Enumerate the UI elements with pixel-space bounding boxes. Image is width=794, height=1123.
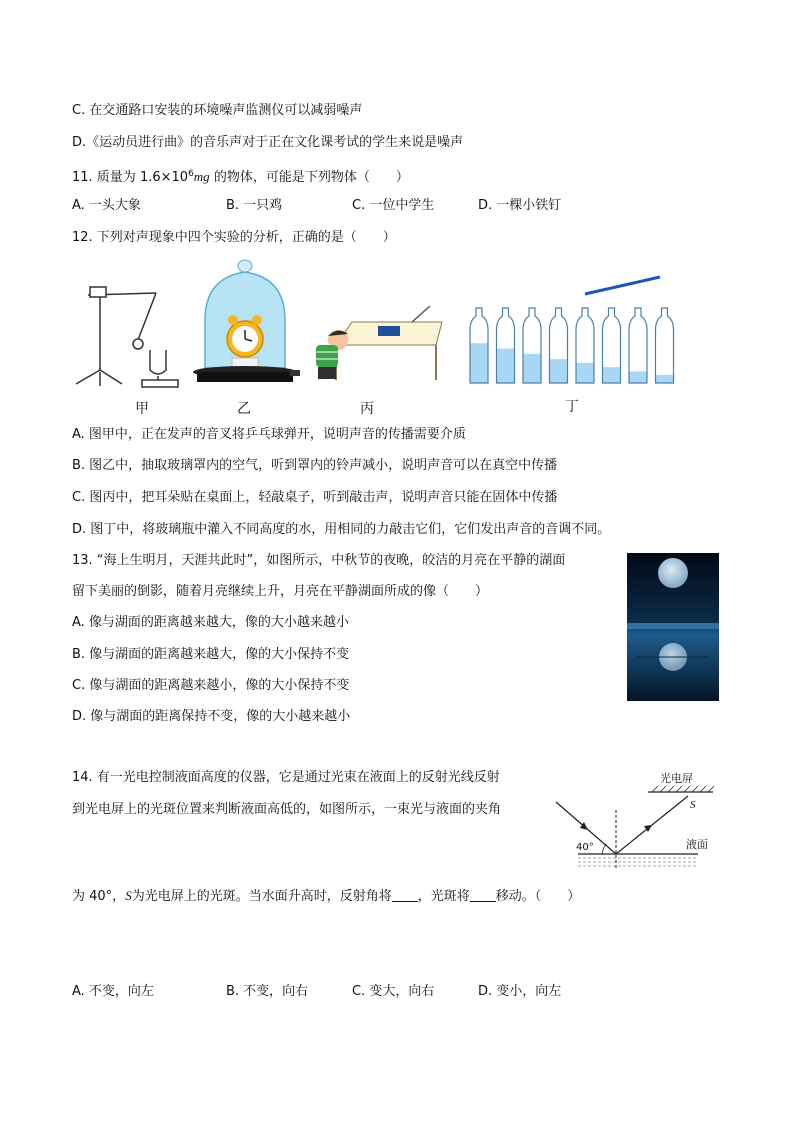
table-listening-apparatus <box>316 306 442 380</box>
reflection-diagram <box>548 770 718 870</box>
q11-option-a: A. 一头大象 <box>72 198 141 213</box>
q12-option-c: C. 图丙中，把耳朵贴在桌面上，轻敲桌子，听到敲击声，说明声音只能在固体中传播 <box>72 490 558 505</box>
striking-stick <box>585 277 660 294</box>
diagram-label-spot: S <box>690 799 696 811</box>
bottle-water <box>576 363 594 383</box>
q11-unit: mg <box>193 169 210 184</box>
q14-option-b: B. 不变，向右 <box>226 984 309 999</box>
q12-option-a: A. 图甲中，正在发声的音叉将乒乓球弹开，说明声音的传播需要介质 <box>72 427 466 442</box>
q10-option-d: D.《运动员进行曲》的音乐声对于正在文化课考试的学生来说是噪声 <box>72 135 464 150</box>
bottle-water <box>603 367 621 383</box>
q11-suffix: 的物体，可能是下列物体（ ） <box>209 170 409 185</box>
q12-stem: 12. 下列对声现象中四个实验的分析，正确的是（ ） <box>72 230 396 245</box>
q14-option-c: C. 变大，向右 <box>352 984 435 999</box>
q12-option-b: B. 图乙中，抽取玻璃罩内的空气，听到罩内的铃声减小，说明声音可以在真空中传播 <box>72 458 558 473</box>
bottle-water <box>550 359 568 383</box>
q14-option-d: D. 变小，向左 <box>478 984 562 999</box>
q14-text-1: 为光电屏上的光斑。当水面升高时，反射角将 <box>131 889 392 904</box>
q14-stem-line3 <box>72 887 580 906</box>
q14-stem-line1: 14. 有一光电控制液面高度的仪器，它是通过光束在液面上的反射光线反射 <box>72 770 500 785</box>
tuning-fork-apparatus <box>76 287 178 387</box>
bottle-water <box>470 343 488 383</box>
q11-option-d: D. 一棵小铁钉 <box>478 198 562 213</box>
q14-text-3: 移动。（ ） <box>495 889 581 904</box>
q11-option-b: B. 一只鸡 <box>226 198 283 213</box>
figure-label-bing: 丙 <box>360 401 374 417</box>
bell-jar-apparatus <box>193 260 300 382</box>
q14-stem-line2: 到光电屏上的光斑位置来判断液面高低的，如图所示，一束光与液面的夹角 <box>72 802 502 817</box>
q12-option-d: D. 图丁中，将玻璃瓶中灌入不同高度的水，用相同的力敲击它们，它们发出声音的音调不同。 <box>72 522 611 537</box>
diagram-label-liquid: 液面 <box>686 838 708 851</box>
bottle-water <box>656 375 674 383</box>
bottle-water <box>629 371 647 383</box>
q13-option-b: B. 像与湖面的距离越来越大，像的大小保持不变 <box>72 647 350 662</box>
q14-angle-text: 为 40°， <box>72 889 126 904</box>
diagram-label-screen: 光电屏 <box>660 772 693 785</box>
q11-option-c: C. 一位中学生 <box>352 198 435 213</box>
glass-bottles-apparatus <box>470 308 674 383</box>
moon-lake-image <box>627 553 719 701</box>
q11-exponent: 6 <box>188 169 194 179</box>
bottle-water <box>523 354 541 383</box>
q10-option-c: C. 在交通路口安装的环境噪声监测仪可以减弱噪声 <box>72 103 363 118</box>
q14-blank-2 <box>470 889 496 902</box>
glass-bottle <box>656 308 674 383</box>
figure-label-jia: 甲 <box>135 401 149 417</box>
q14-blank-1 <box>392 889 418 902</box>
q13-option-d: D. 像与湖面的距离保持不变，像的大小越来越小 <box>72 709 351 724</box>
q13-stem-line2: 留下美丽的倒影，随着月亮继续上升，月亮在平静湖面所成的像（ ） <box>72 584 489 599</box>
figure-label-ding: 丁 <box>565 399 579 415</box>
q13-stem-line1: 13. “海上生明月，天涯共此时”，如图所示，中秋节的夜晚，皎洁的月亮在平静的湖面 <box>72 553 566 568</box>
q14-text-2: ，光斑将 <box>417 889 470 904</box>
q11-prefix: 11. 质量为 1.6×10 <box>72 170 189 185</box>
q13-option-c: C. 像与湖面的距离越来越小，像的大小保持不变 <box>72 678 350 693</box>
q13-option-a: A. 像与湖面的距离越来越大，像的大小越来越小 <box>72 615 349 630</box>
figure-12-experiments <box>0 0 794 420</box>
bottle-water <box>497 349 515 383</box>
q14-spot-symbol: S <box>125 888 132 903</box>
figure-label-yi: 乙 <box>237 401 251 417</box>
diagram-label-angle: 40° <box>576 842 594 853</box>
q14-option-a: A. 不变，向左 <box>72 984 154 999</box>
